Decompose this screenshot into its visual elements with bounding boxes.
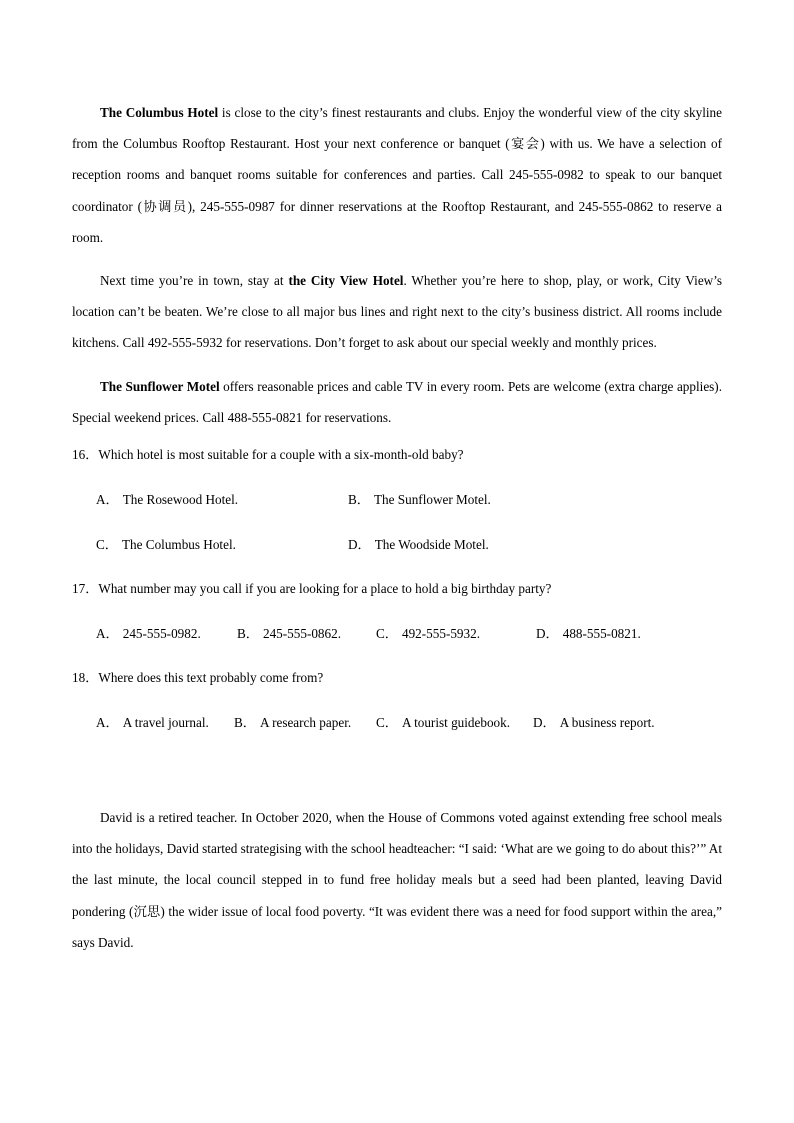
passage-2 — [72, 802, 722, 958]
option-c[interactable]: C． A tourist guidebook. — [376, 715, 511, 731]
option-a[interactable]: A． The Rosewood Hotel. — [96, 492, 239, 508]
paragraph-text: offers reasonable prices and cable TV in every room. Pets are welcome (extra charge applies). Special weekend prices. Call 488-555-0821 for reservations. — [72, 378, 722, 425]
question-16 — [72, 444, 722, 556]
paragraph-columbus-hotel — [72, 97, 722, 253]
option-b[interactable]: B． The Sunflower Motel. — [348, 492, 491, 508]
option-c[interactable]: C． 492-555-5932. — [376, 626, 481, 642]
question-18 — [72, 667, 722, 734]
option-d[interactable]: D． A business report. — [533, 715, 655, 731]
hotel-name-city-view: the City View Hotel — [288, 273, 404, 289]
question-text: What number may you call if you are looking for a place to hold a big birthday party? — [98, 581, 552, 597]
paragraph-text: is close to the city’s finest restaurants and clubs. Enjoy the wonderful view of the city skyline from the Columbus Rooftop Restaurant. Host your next conference or banquet (宴会) with us. We have a selection of reception rooms and banquet rooms suitable for conferences and parties. Call 245-555-0982 to speak to our banquet coordinator (协调员), 245-555-0987 for dinner reservations at the Rooftop Restaurant, and 245-555-0862 to reserve a room. — [72, 105, 722, 245]
option-a[interactable]: A． 245-555-0982. — [96, 626, 201, 642]
question-stem — [72, 667, 722, 689]
hotel-name-sunflower: The Sunflower Motel — [100, 378, 220, 394]
paragraph-david: David is a retired teacher. In October 2020, when the House of Commons voted against extending free school meals into the holidays, David started strategising with the school headteacher: “I said: ‘What are we going to do about this?’” At the last minute, the local council stepped in to fund free holiday meals but a seed had been planted, leaving David pondering (沉思) the wider issue of local food poverty. “It was evident there was a need for food support within the area,” says David. — [72, 810, 722, 950]
option-row — [96, 712, 722, 734]
question-stem — [72, 444, 722, 466]
question-list — [72, 444, 722, 734]
question-number: 18． — [72, 670, 99, 686]
option-b[interactable]: B． 245-555-0862. — [237, 626, 342, 642]
option-row — [96, 623, 722, 645]
question-text: Where does this text probably come from? — [98, 670, 324, 686]
document-page — [72, 97, 722, 958]
option-c[interactable]: C． The Columbus Hotel. — [96, 537, 236, 553]
question-number: 16． — [72, 447, 99, 463]
question-number: 17． — [72, 581, 99, 597]
option-a[interactable]: A． A travel journal. — [96, 715, 209, 731]
question-stem — [72, 578, 722, 600]
option-row — [96, 534, 722, 556]
option-d[interactable]: D． 488-555-0821. — [536, 626, 641, 642]
paragraph-text: Next time you’re in town, stay at — [100, 273, 289, 289]
paragraph-city-view-hotel — [72, 265, 722, 359]
paragraph-sunflower-motel — [72, 371, 722, 433]
paragraph-text: . Whether you’re here to shop, play, or work, City View’s location can’t be beaten. We’re close to all major bus lines and right next to the city’s business district. All rooms include kitchens. Call 492-555-5932 for reservations. Don’t forget to ask about our special weekly and monthly prices. — [72, 273, 722, 351]
option-b[interactable]: B． A research paper. — [234, 715, 352, 731]
question-text: Which hotel is most suitable for a couple with a six-month-old baby? — [98, 447, 464, 463]
option-d[interactable]: D． The Woodside Motel. — [348, 537, 489, 553]
option-row — [96, 489, 722, 511]
question-17 — [72, 578, 722, 645]
hotel-name-columbus: The Columbus Hotel — [100, 105, 219, 120]
